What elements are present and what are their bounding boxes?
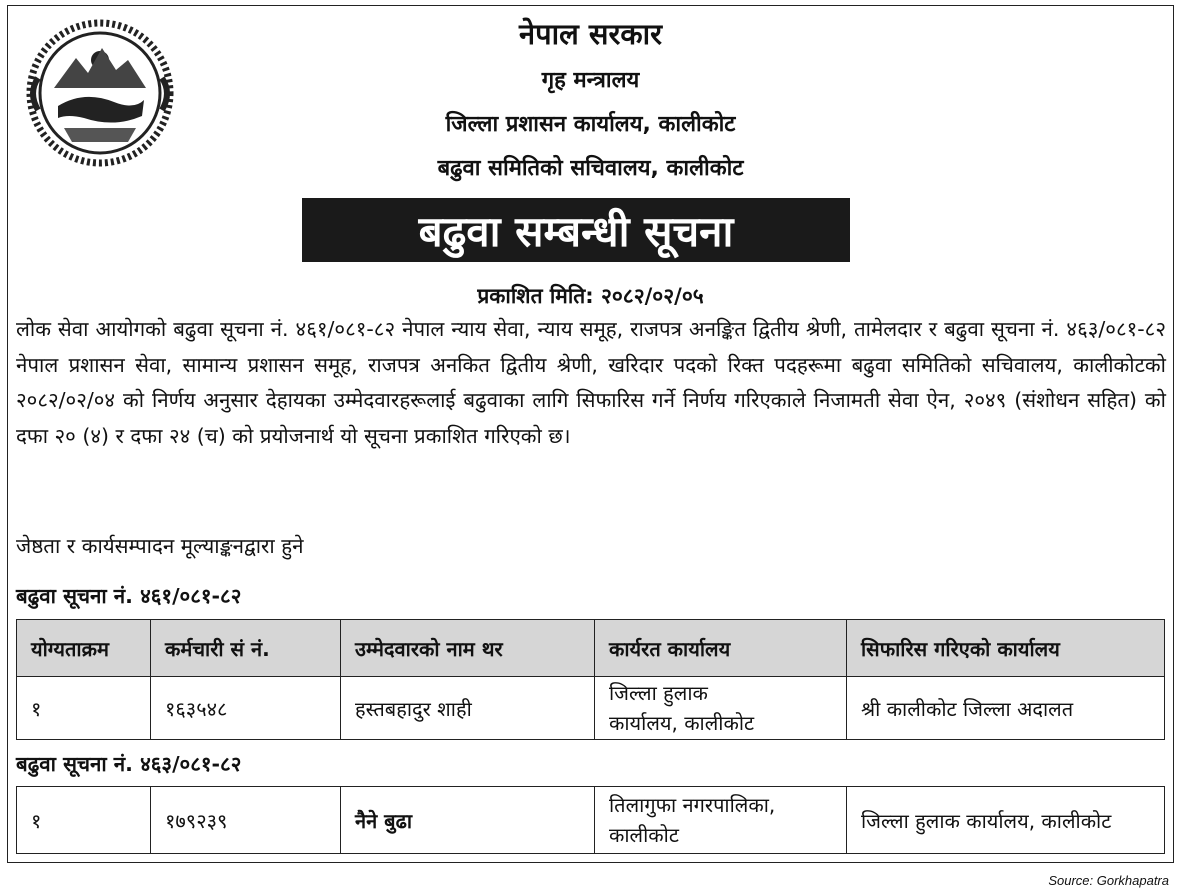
recommended-office-cell: जिल्ला हुलाक कार्यालय, कालीकोट	[847, 787, 1165, 854]
current-office-line1: तिलागुफा नगरपालिका,	[609, 793, 776, 817]
employee-no-cell: १६३५४८	[151, 677, 341, 740]
rank-cell: १	[17, 677, 151, 740]
table-row	[17, 677, 1165, 740]
candidate-name-cell: नैने बुढा	[341, 787, 595, 854]
current-office-cell	[595, 787, 847, 854]
column-header-current-office: कार्यरत कार्यालय	[595, 620, 847, 677]
source-credit: Source: Gorkhapatra	[1048, 873, 1169, 888]
district-office-name: जिल्ला प्रशासन कार्यालय, कालीकोट	[445, 112, 736, 137]
secretariat-name: बढुवा समितिको सचिवालय, कालीकोट	[437, 156, 744, 181]
current-office-line1: जिल्ला हुलाक	[609, 681, 708, 705]
recommended-office-cell: श्री कालीकोट जिल्ला अदालत	[847, 677, 1165, 740]
column-header-recommended-office: सिफारिस गरिएको कार्यालय	[847, 620, 1165, 677]
column-header-candidate-name: उम्मेदवारको नाम थर	[341, 620, 595, 677]
current-office-cell	[595, 677, 847, 740]
candidate-name-cell: हस्तबहादुर शाही	[341, 677, 595, 740]
published-date: प्रकाशित मिति: २०८२/०२/०५	[477, 284, 704, 308]
notice-number-463: बढुवा सूचना नं. ४६३/०८१-८२	[16, 752, 242, 776]
rank-cell: १	[17, 787, 151, 854]
employee-no-cell: १७९२३९	[151, 787, 341, 854]
promotion-table-463	[16, 786, 1165, 854]
government-name: नेपाल सरकार	[519, 17, 662, 51]
promotion-table-461	[16, 619, 1165, 740]
current-office-line2: कार्यालय, कालीकोट	[609, 711, 755, 735]
notice-title: बढुवा सम्बन्धी सूचना	[302, 198, 850, 262]
current-office-line2: कालीकोट	[609, 823, 679, 847]
column-header-rank: योग्यताक्रम	[17, 620, 151, 677]
notice-body: लोक सेवा आयोगको बढुवा सूचना नं. ४६१/०८१-८२ नेपाल न्याय सेवा, न्याय समूह, राजपत्र अनङ्कित द्वितीय श्रेणी, तामेलदार र बढुवा सूचना नं. ४६३/०८१-८२ नेपाल प्रशासन सेवा, सामान्य प्रशासन समूह, राजपत्र अनकित द्वितीय श्रेणी, खरिदार पदको रिक्त पदहरूमा बढुवा समितिको सचिवालय, कालीकोटको २०८२/०२/०४ को निर्णय अनुसार देहायका उम्मेदवारहरूलाई बढुवाका लागि सिफारिस गर्ने निर्णय गरिएकाले निजामती सेवा ऐन, २०४९ (संशोधन सहित) को दफा २० (४) र दफा २४ (च) को प्रयोजनार्थ यो सूचना प्रकाशित गरिएको छ।	[16, 317, 1166, 448]
table-row	[17, 787, 1165, 854]
promotion-basis: जेष्ठता र कार्यसम्पादन मूल्याङ्कनद्वारा हुने	[16, 534, 304, 558]
table-header-row	[17, 620, 1165, 677]
column-header-employee-no: कर्मचारी सं नं.	[151, 620, 341, 677]
notice-number-461: बढुवा सूचना नं. ४६१/०८१-८२	[16, 584, 242, 608]
ministry-name: गृह मन्त्रालय	[541, 68, 640, 93]
